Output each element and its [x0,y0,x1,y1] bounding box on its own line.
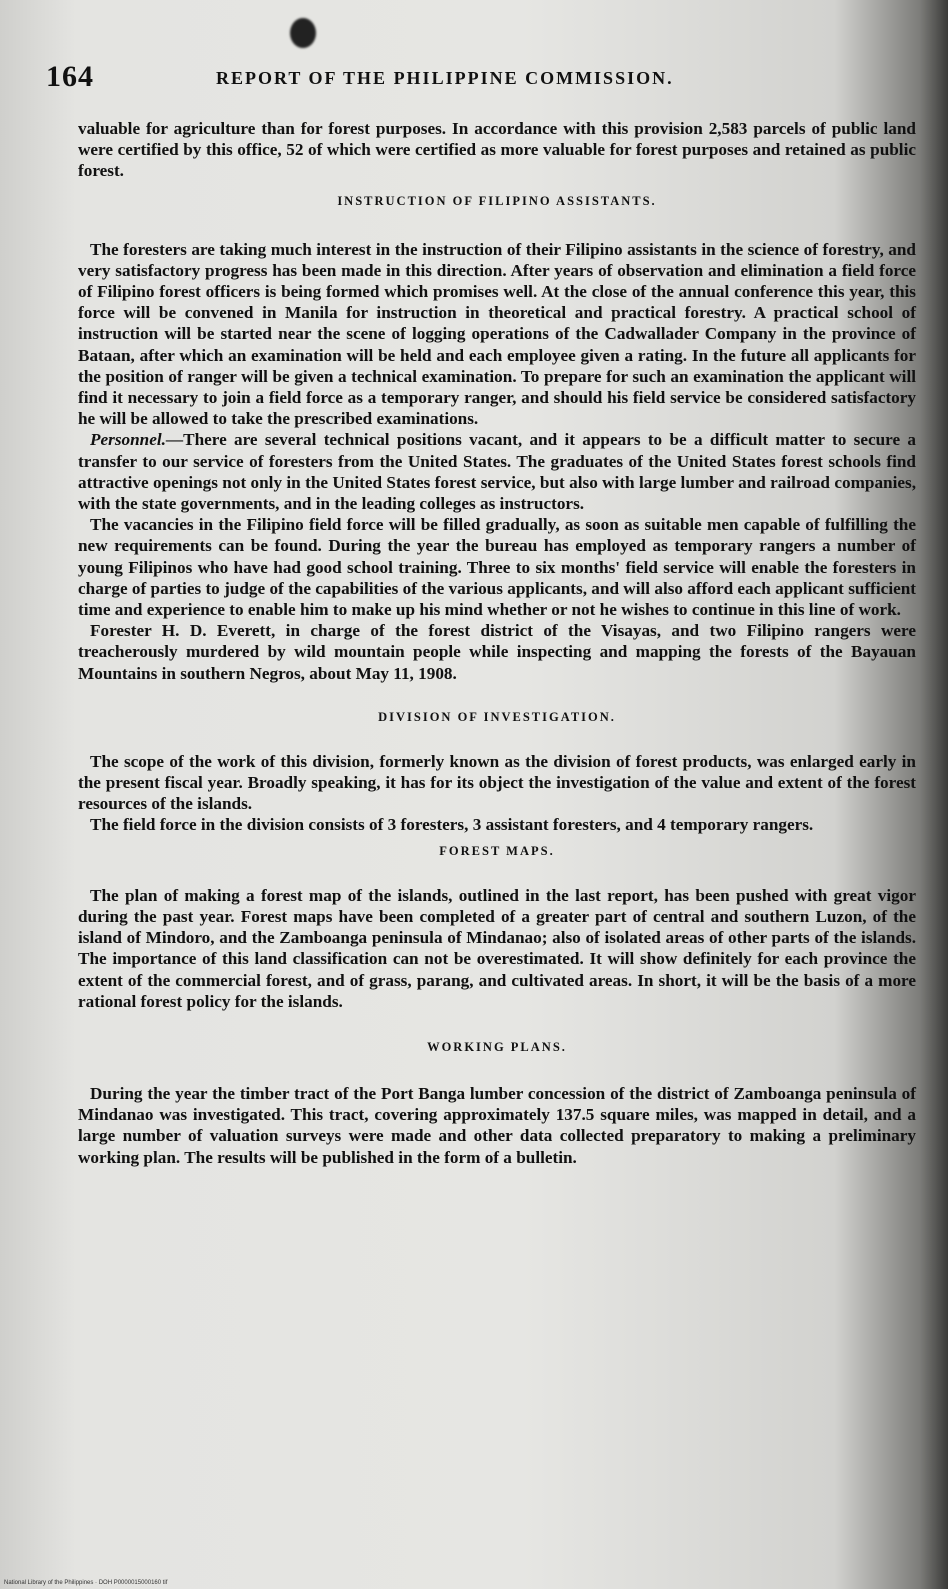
paragraph-everett: Forester H. D. Everett, in charge of the forest district of the Visayas, and two Filipino rangers were treacherously murdered by wild mountain people while inspecting and mapping the forests of the Bayauan Mountains in southern Negros, about May 11, 1908. [78,621,916,683]
ink-spot [290,18,316,48]
heading-working-plans: WORKING PLANS. [427,1039,567,1054]
paragraph-foresters: The foresters are taking much interest in the instruction of their Filipino assistants in the science of forestry, and very satisfactory progress has been made in this direction. After years of observation and elimination a field force of Filipino forest officers is being formed which promises well. At the close of the annual conference this year, this force will be convened in Manila for instruction in theoretical and practical forestry. A practical school of instruction will be started near the scene of logging operations of the Cadwallader Company in the province of Bataan, after which an examination will be held and each employee given a rating. In the future all applicants for the position of ranger will be given a technical examination. To prepare for such an examination the applicant will find it necessary to join a field force as a temporary ranger, and should his field service be considered satisfactory he will be allowed to take the prescribed examinations. [78,239,916,429]
paragraph-timber-tract: During the year the timber tract of the Port Banga lumber concession of the district of Zamboanga peninsula of Mindanao was investigated. This tract, covering approximately 137.5 square miles, was mapped in detail, and a large number of valuation surveys were made and other data collected preparatory to making a preliminary working plan. The results will be published in the form of a bulletin. [78,1083,916,1167]
page-header [46,60,906,100]
paragraph-personnel [78,429,916,514]
page-body [78,118,916,1168]
heading-investigation: DIVISION OF INVESTIGATION. [378,709,616,724]
scan-credit: National Library of the Philippines · DOH P0000015000160 tif [4,1580,168,1586]
paragraph-forest-map: The plan of making a forest map of the islands, outlined in the last report, has been pushed with great vigor during the past year. Forest maps have been completed of a greater part of central and southern Luzon, of the island of Mindoro, and the Zamboanga peninsula of Mindanao; also of isolated areas of other parts of the islands. The importance of this land classification can not be overestimated. It will show definitely for each province the extent of the commercial forest, and of grass, parang, and cultivated areas. In short, it will be the basis of a more rational forest policy for the islands. [78,885,916,1011]
personnel-text: —There are several technical positions vacant, and it appears to be a difficult matter to secure a transfer to our service of foresters from the United States. The graduates of the United States forest schools find attractive openings not only in the United States forest service, but also with large lumber and railroad companies, with the state governments, and in the leading colleges as instructors. [78,430,916,514]
paragraph-scope: The scope of the work of this division, formerly known as the division of forest products, was enlarged early in the present fiscal year. Broadly speaking, it has for its object the investigation of the value and extent of the forest resources of the islands. [78,751,916,814]
page-number: 164 [46,60,94,93]
heading-instruction: INSTRUCTION OF FILIPINO ASSISTANTS. [337,193,657,208]
personnel-lead: Personnel. [90,430,166,450]
paragraph-continued: valuable for agriculture than for forest purposes. In accordance with this provision 2,583 parcels of public land were certified by this office, 52 of which were certified as more valuable for forest purposes and retained as public forest. [78,119,916,181]
heading-forest-maps: FOREST MAPS. [439,843,555,858]
running-head: REPORT OF THE PHILIPPINE COMMISSION. [216,68,674,88]
paragraph-vacancies: The vacancies in the Filipino field force will be filled gradually, as soon as suitable men capable of fulfilling the new requirements can be found. During the year the bureau has employed as temporary rangers a number of young Filipinos who have had good school training. Three to six months' field service will enable the foresters in charge of parties to judge of the capabilities of the various applicants, and will also afford each applicant sufficient time and experience to enable him to make up his mind whether or not he wishes to continue in this line of work. [78,515,916,620]
paragraph-field-force: The field force in the division consists of 3 foresters, 3 assistant foresters, and 4 temporary rangers. [90,815,814,835]
